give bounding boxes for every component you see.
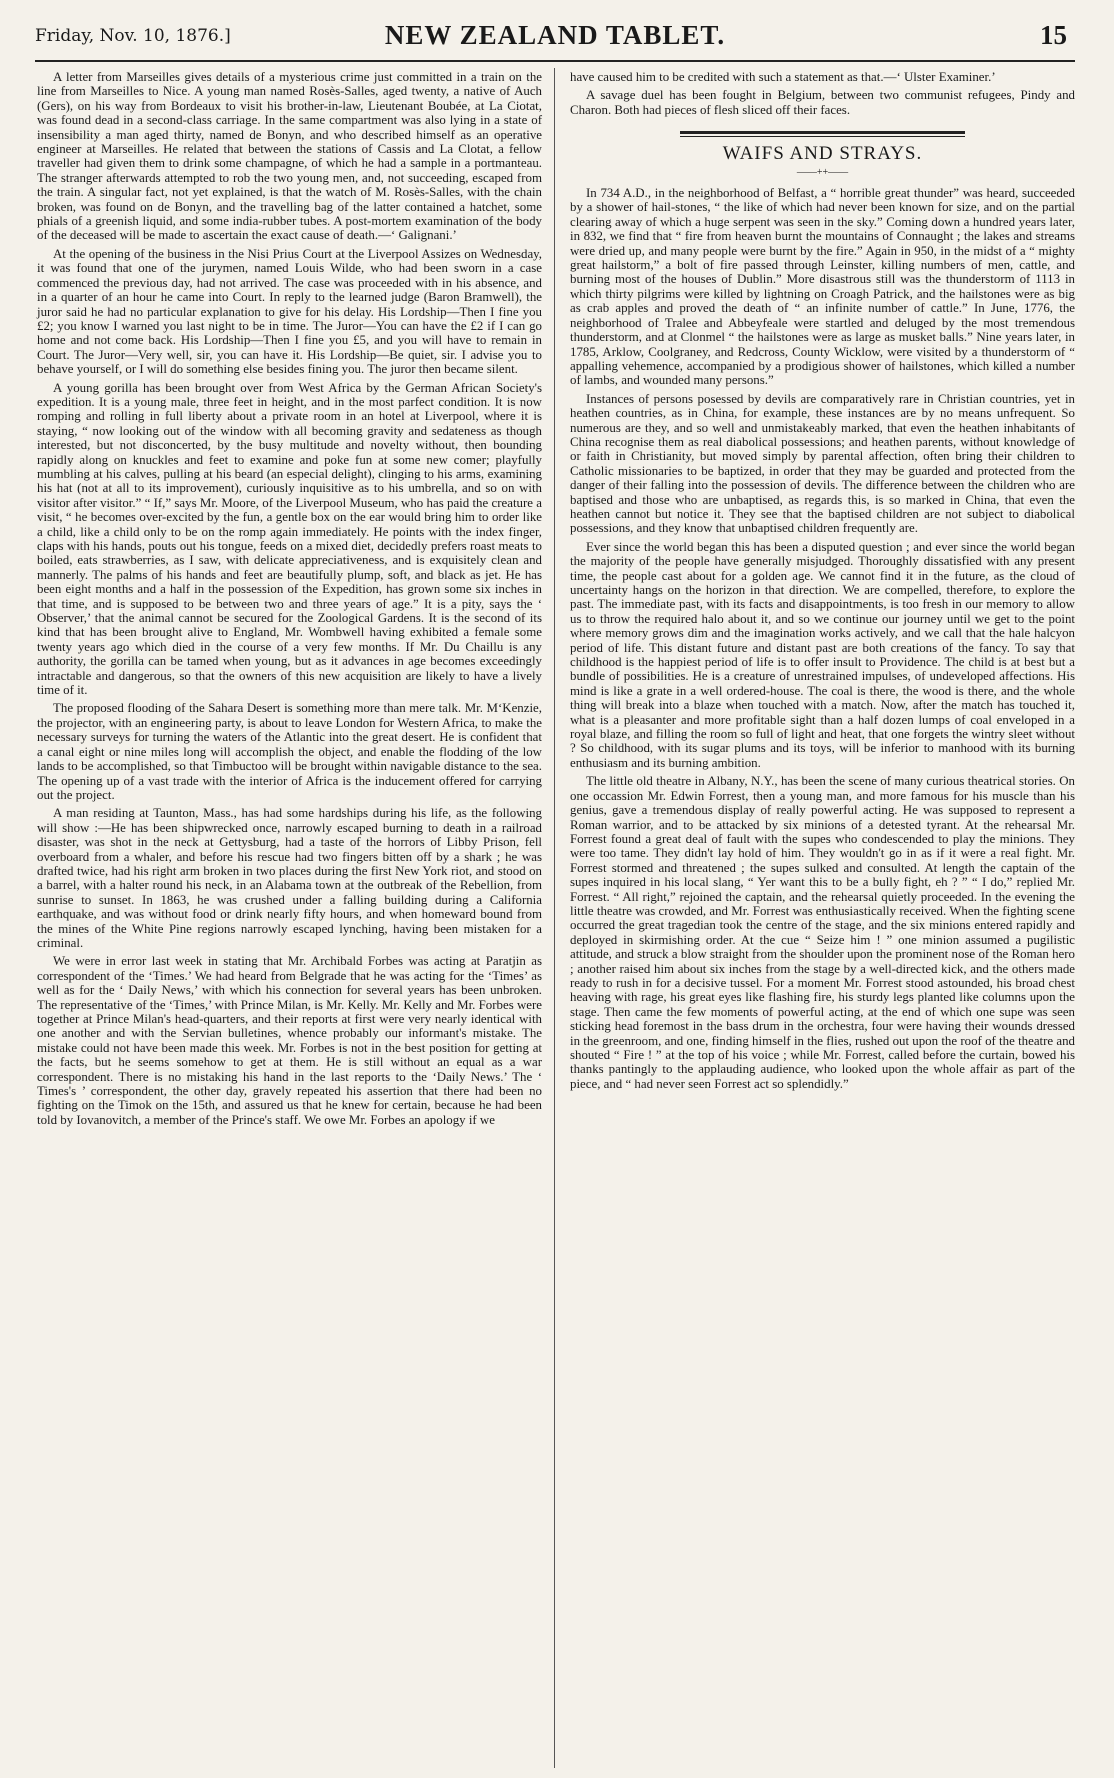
article-belgium-duel: A savage duel has been fought in Belgium, between two communist refugees, Pindy and Charon. Both had pieces of flesh sliced off their faces. bbox=[570, 88, 1075, 117]
article-forbes-continued: have caused him to be credited with such a statement as that.—‘ Ulster Examiner.’ bbox=[570, 70, 996, 84]
article-albany-theatre: The little old theatre in Albany, N.Y., has been the scene of many curious theatrical stories. On one occassion Mr. Edwin Forrest, then a young man, and more famous for his muscle than his genius, gave a tremendous display of really powerful acting. He was supposed to represent a Roman warrior, and to be attacked by six minions of a detested tyrant. At the rehearsal Mr. Forrest found a great deal of fault with the supes who condescended to play the minions. They were too tame. They didn't lay hold of him. They wouldn't go in as if it were a real fight. Mr. Forrest stormed and threatened ; the supes sulked and consulted. At length the captain of the supes inquired in his local slang, “ Yer want this to be a bully fight, eh ? ” “ I do,” replied Mr. Forrest. “ All right,” rejoined the captain, and the rehearsal quietly proceeded. In the evening the little theatre was crowded, and Mr. Forrest was enthusiastically received. When the fighting scene occurred the great tragedian took the centre of the stage, and the six minions entered rapidly and deployed in skirmishing order. At the cue “ Seize him ! ” one minion assumed a pugilistic attitude, and struck a blow straight from the shoulder upon the prominent nose of the Roman hero ; another raised him about six inches from the stage by a well-directed kick, and the others made ready to rush in for a decisive tussel. For a moment Mr. Forrest stood astounded, his broad chest heaving with rage, his great eyes like flashing fire, his sturdy legs planted like columns upon the stage. Then came the few moments of powerful acting, at the end of which one supe was seen sticking head foremost in the bass drum in the orchestra, four were having their wounds dressed in the greenroom, and one, finding himself in the flies, rushed out upon the roof of the theatre and shouted “ Fire ! ” at the top of his voice ; while Mr. Forrest, called before the curtain, bowed his thanks pantingly to the applauding audience, who looked upon the whole affair as part of the piece, and “ had never seen Forrest act so splendidly.” bbox=[570, 774, 1075, 1091]
column-divider bbox=[554, 68, 555, 1768]
masthead bbox=[35, 14, 1075, 64]
article-taunton-hardships: A man residing at Taunton, Mass., has had some hardships during his life, as the following will show :—He has been shipwrecked once, narrowly escaped burning to death in a railroad disaster, was shot in the neck at Gettysburg, had a taste of the horrors of Libby Prison, fell overboard from a whaler, and before his rescue had two fingers bitten off by a shark ; he was drafted twice, had his right arm broken in two places during the first New York riot, and stood on a barrel, with a halter round his neck, in an Alabama town at the outbreak of the Rebellion, from sunrise to sunset. In 1863, he was crushed under a falling building during a California earthquake, and was without food or drink nearly fifty hours, and when homeward bound from the mines of the White Pine regions narrowly escaped lynching, having been mistaken for a criminal. bbox=[37, 806, 542, 950]
article-young-gorilla: A young gorilla has been brought over from West Africa by the German African Society's expedition. It is a young male, three feet in height, and in the most parfect condition. It is now romping and rolling in full liberty about a private room in an hotel at Liverpool, where it is staying, “ now looking out of the window with all becoming gravity and sedateness as though interested, but not disconcerted, by the busy multitude and novelty without, then bounding rapidly along on knuckles and feet to examine and poke fun at some new comer; playfully mumbling at his calves, pulling at his beard (an especial delight), clinging to his arms, examining his hat (not at all to its improvement), curiously inquisitive as to his umbrella, and so on with visitor after visitor.” “ If,” says Mr. Moore, of the Liverpool Museum, who has paid the creature a visit, “ he becomes over-excited by the fun, a gentle box on the ear would bring him to order like a child, like a child only to be on the romp again immediately. He points with the index finger, claps with his hands, pouts out his tongue, feeds on a mixed diet, decidedly prefers roast meats to boiled, eats strawberries, as I saw, with delicate appreciativeness, and is exquisitely clean and mannerly. The palms of his hands and feet are beautifully plump, soft, and black as jet. He has been eight months and a half in the possession of the Expedition, has grown some six inches in that time, and is supposed to be between two and three years of age.” It is a pity, says the ‘ Observer,’ that the animal cannot be secured for the Zoological Gardens. It is the second of its kind that has been brought alive to England, Mr. Wombwell having exhibited a female some twenty years ago which died in the course of a very few months. If Mr. Du Chaillu is any authority, the gorilla can be tamed when young, but as it advances in age becomes exceedingly intractable and dangerous, so that the owners of this new acquisition are likely to have a lively time of it. bbox=[37, 380, 542, 698]
issue-date: Friday, Nov. 10, 1876.] bbox=[35, 26, 231, 46]
article-irish-thunderstorms: In 734 A.D., in the neighborhood of Belfast, a “ horrible great thunder” was heard, succeeded by a shower of hail-stones, “ the like of which had never been known for size, and on the partial clearing away of which a huge serpent was seen in the sky.” Coming down a hundred years later, in 832, we find that “ fire from heaven burnt the mountains of Connaught ; the lakes and streams were dried up, and many people were burnt by the fire.” Again in 950, in the midst of a “ mighty great hailstorm,” a bolt of fire passed through Leinster, killing numbers of men, cattle, and burning most of the houses of Dublin.” More disastrous still was the thunderstorm of 1113 in which thirty pilgrims were killed by lightning on Croagh Patrick, and the hailstones were as big as crab apples and proved the death of “ an infinite number of cattle.” In June, 1776, the neighborhood of Tralee and Abbeyfeale were startled and deluged by the most tremendous thunderstorm, and at Clonmel “ the hailstones were as large as musket balls.” Nine years later, in 1785, Arklow, Coolgraney, and Redcross, County Wicklow, were visited by a thunderstorm of “ appalling vehemence, accompanied by a prodigious shower of hailstones, which killed a number of lambs, and wounded many persons.” bbox=[570, 186, 1075, 388]
page-number: 15 bbox=[1040, 20, 1067, 50]
newspaper-title: NEW ZEALAND TABLET. bbox=[384, 20, 726, 50]
article-liverpool-juror: At the opening of the business in the Nisi Prius Court at the Liverpool Assizes on Wednesday, it was found that one of the jurymen, named Louis Wilde, who had been sworn in a case commenced the previous day, had not arrived. The case was proceeded with in his absence, and in a quarter of an hour he came into Court. In reply to the learned judge (Baron Bramwell), the juror said he had no particular explanation to give for his delay. His Lordship—Then I fine you £2; you know I warned you last night to be in time. The Juror—You can have the £2 if I can go home and not come back. His Lordship—Then I fine you £5, and you will have to remain in Court. The Juror—Very well, sir, you can have it. His Lordship—Be quiet, sir. I advise you to behave yourself, or I will do something else besides fining you. The juror then became silent. bbox=[37, 246, 542, 377]
right-column bbox=[570, 70, 1075, 1095]
article-sahara-flooding: The proposed flooding of the Sahara Desert is something more than mere talk. Mr. M‘Kenzie, the projector, with an engineering party, is about to leave London for Western Africa, to make the necessary surveys for turning the waters of the Atlantic into the great desert. He is confident that a canal eight or nine miles long will accomplish the object, and enable the flodding of the low lands to be accomplished, so that Timbuctoo will be brought within navigable distance to the sea. The opening up of a vast trade with the interior of Africa is the inducement offered for carrying out the project. bbox=[37, 701, 542, 802]
article-archibald-forbes: We were in error last week in stating that Mr. Archibald Forbes was acting at Paratjin as correspondent of the ‘Times.’ We had heard from Belgrade that he was acting for the ‘Times’ as well as for the ‘ Daily News,’ with which his connection for several years has been unbroken. The representative of the ‘Times,’ with Prince Milan, is Mr. Kelly. Mr. Kelly and Mr. Forbes were together at Prince Milan's head-quarters, and their reports at first were very nearly identical with one another and with the Servian bulletines, whence probably our informant's mistake. The mistake could not have been made this week. Mr. Forbes is not in the best position for getting at the facts, but he seems somehow to get at them. He is still without an equal as a war correspondent. There is no mistaking his hand in the last reports to the ‘Daily News.’ The ‘ Times's ’ correspondent, the other day, gravely repeated his assertion that there had been no fighting on the Timok on the 15th, and assured us that he knew for certain, because he had been told by Iovanovitch, a member of the Prince's staff. We owe Mr. Forbes an apology if we bbox=[37, 954, 542, 1127]
article-golden-age: Ever since the world began this has been a disputed question ; and ever since the world began the majority of the people have generally misjudged. Thoroughly dissatisfied with any present time, the people cast about for a golden age. We cannot find it in the future, as the cloud of uncertainty hangs on the horizon in that direction. We are compelled, therefore, to explore the past. The immediate past, with its facts and disappointments, is too fresh in our memory to allow us to throw the required halo about it, and so we continue our journey until we get to the point where memory grows dim and the imagination works actively, and we call that the hale halcyon period of life. This distant future and distant past are both creations of the fancy. To say that childhood is the happiest period of life is to offer insult to Providence. The child is at best but a bundle of possibilities. He is a creature of unrestrained impulses, of undeveloped affections. His mind is like a grate in a well ordered-house. The coal is there, the wood is there, and the whole thing will break into a blaze when touched with a match. Now, after the match has touched it, what is a pleasanter and more profitable sight than a half dozen lumps of coal enveloped in a royal blaze, and filling the room so full of light and heat, that one forgets the wintry sleet without ? So childhood, with its sugar plums and its toys, will be inferior to manhood with its burning enthusiasm and its burning ambition. bbox=[570, 539, 1075, 770]
left-column bbox=[37, 70, 542, 1131]
header-rule bbox=[35, 60, 1075, 62]
section-rule bbox=[680, 131, 965, 137]
article-possession-china: Instances of persons posessed by devils are comparatively rare in Christian countries, yet in heathen countries, as in China, for example, these instances are by no means unfrequent. So numerous are they, and so well and unmistakeably marked, that even the heathen inhabitants of China recognise them as real diabolical possessions; and heathen parents, without knowledge of or faith in Christianity, but moved simply by parental affection, often bring their children to Catholic missionaries to be baptized, in order that they may be guarded and protected from the danger of their falling into the possession of devils. The difference between the children who are baptised and those who are unbaptised, as regards this, is so marked in China, that even the heathen cannot but notice it. They see that the baptised children are not subject to diabolical possessions, and they know that unbaptised children frequently are. bbox=[570, 391, 1075, 536]
article-marseilles-crime: A letter from Marseilles gives details of a mysterious crime just committed in a train on the line from Marseilles to Nice. A young man named Rosès-Salles, aged twenty, a native of Auch (Gers), on his way from Bordeaux to visit his brother-in-law, Lieutenant Boubée, at La Ciotat, was found dead in a second-class carriage. In the same compartment was also lying in a state of insensibility a man aged thirty, named de Bonyn, and who described himself as an operative engineer at Marseilles. He related that between the stations of Cassis and La Clotat, a fellow traveller had given them to drink some champagne, of which he had a sample in a portmanteau. The stranger afterwards attempted to rob the two young men, and, not succeeding, escaped from the train. A singular fact, not yet explained, is that the watch of M. Rosès-Salles, with the chain broken, was found on de Bonyn, and the travelling bag of the latter contained a hatchet, some phials of a greenish liquid, and some india-rubber tubes. A post-mortem examination of the body of the deceased will be made to ascertain the exact cause of death.—‘ Galignani.’ bbox=[37, 70, 542, 243]
section-heading: WAIFS AND STRAYS. bbox=[722, 143, 923, 165]
heading-ornament: ——++—— bbox=[796, 166, 849, 178]
